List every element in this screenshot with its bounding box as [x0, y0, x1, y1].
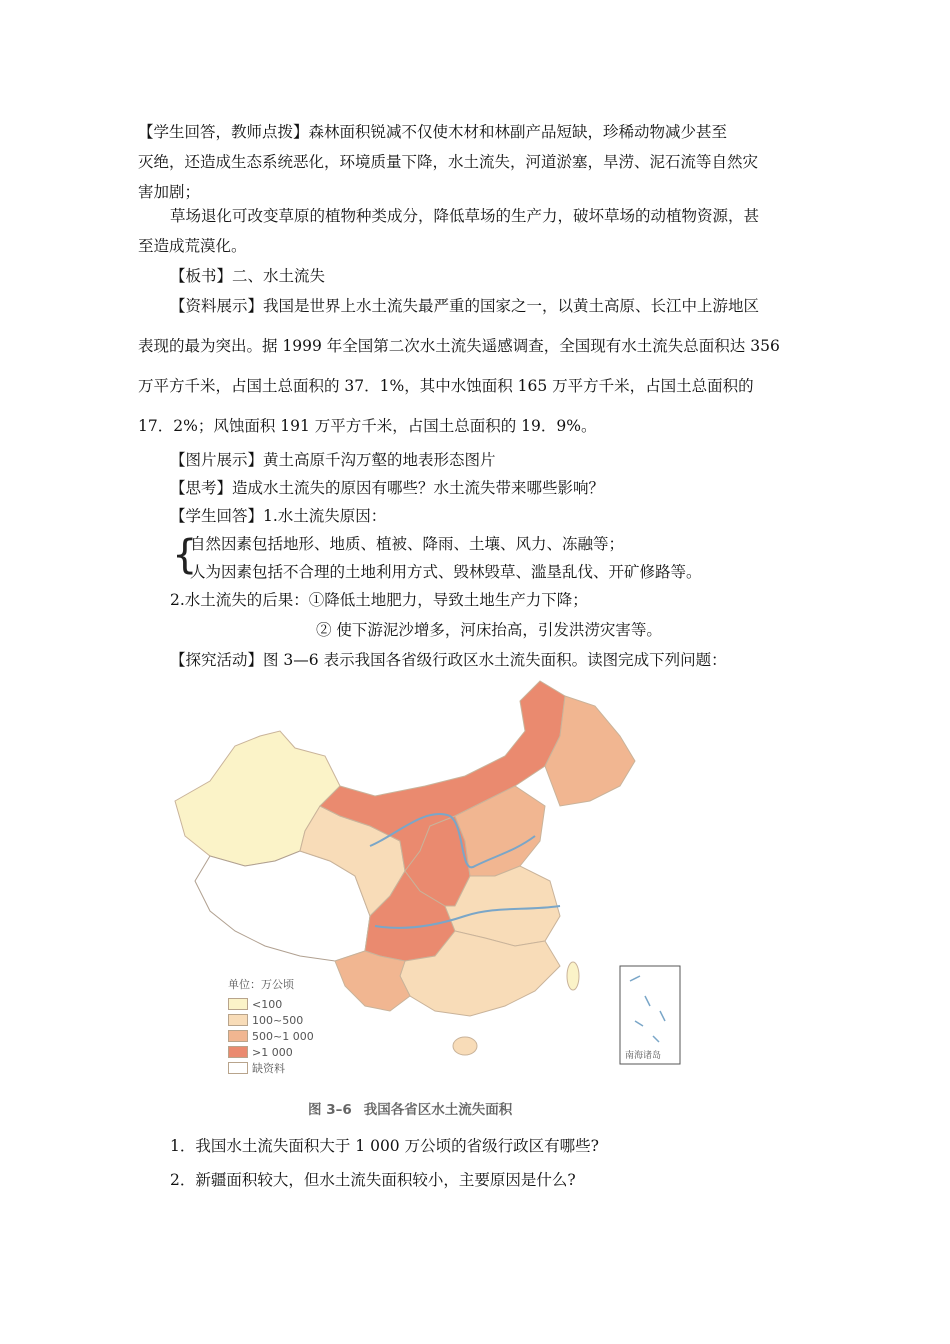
- curly-brace: {: [172, 532, 198, 578]
- para-2-line-1: 草场退化可改变草原的植物种类成分，降低草场的生产力，破坏草场的动植物资源，甚: [170, 207, 760, 225]
- legend-swatch: [228, 1046, 248, 1058]
- para-1-line-3: 害加剧；: [138, 183, 201, 201]
- question-1: 1．我国水土流失面积大于 1 000 万公顷的省级行政区有哪些?: [170, 1137, 599, 1155]
- natural-factors: 自然因素包括地形、地质、植被、降雨、土壤、风力、冻融等；: [190, 535, 625, 553]
- activity-intro: 【探究活动】图 3—6 表示我国各省级行政区水土流失面积。读图完成下列问题：: [170, 651, 727, 669]
- material-line-3: 万平方千米，占国土总面积的 37．1%，其中水蚀面积 165 万平方千米，占国土总面积的: [138, 377, 754, 395]
- legend-swatch: [228, 1030, 248, 1042]
- figure-caption: [308, 1098, 524, 1118]
- legend-row: [228, 996, 314, 1012]
- legend-swatch: [228, 998, 248, 1010]
- material-line-4: 17．2%；风蚀面积 191 万平方千米，占国土总面积的 19．9%。: [138, 417, 597, 435]
- legend-label: 500~1 000: [252, 1029, 314, 1043]
- legend-title: 单位：万公顷: [228, 978, 294, 991]
- legend-swatch: [228, 1062, 248, 1074]
- legend-row: [228, 1012, 314, 1028]
- caption-number: 图 3–6: [308, 1102, 352, 1118]
- material-line-2: 表现的最为突出。据 1999 年全国第二次水土流失遥感调查，全国现有水土流失总面积达 356: [138, 337, 780, 355]
- human-factors: 人为因素包括不合理的土地利用方式、毁林毁草、滥垦乱伐、开矿修路等。: [190, 563, 702, 581]
- material-line-1: 【资料展示】我国是世界上水土流失最严重的国家之一，以黄土高原、长江中上游地区: [170, 297, 760, 315]
- legend-row: [228, 1028, 314, 1044]
- consequence-1: 2.水土流失的后果：①降低土地肥力，导致土地生产力下降；: [170, 591, 588, 609]
- student-answer: 【学生回答】1.水土流失原因：: [170, 507, 387, 525]
- legend-swatch: [228, 1014, 248, 1026]
- legend-label: <100: [252, 997, 283, 1011]
- para-2-line-2: 至造成荒漠化。: [138, 237, 247, 255]
- map-legend: [228, 976, 314, 1076]
- inset-label: 南海诸岛: [625, 1051, 662, 1061]
- consequence-2: ② 使下游泥沙增多，河床抬高，引发洪涝灾害等。: [316, 621, 662, 639]
- legend-label: >1 000: [252, 1045, 293, 1059]
- board-heading: 【板书】二、水土流失: [170, 267, 326, 285]
- legend-label: 100~500: [252, 1013, 304, 1027]
- question-2: 2．新疆面积较大，但水土流失面积较小，主要原因是什么?: [170, 1171, 576, 1189]
- think-question: 【思考】造成水土流失的原因有哪些？水土流失带来哪些影响？: [170, 479, 605, 497]
- para-1-line-1: 【学生回答，教师点拨】森林面积锐减不仅使木材和林副产品短缺，珍稀动物减少甚至: [138, 123, 728, 141]
- legend-row: [228, 1044, 314, 1060]
- picture-show: 【图片展示】黄土高原千沟万壑的地表形态图片: [170, 451, 496, 469]
- caption-title: 我国各省区水土流失面积: [363, 1102, 513, 1118]
- legend-label: 缺资料: [252, 1062, 285, 1075]
- legend-row: [228, 1060, 314, 1076]
- para-1-line-2: 灭绝，还造成生态系统恶化，环境质量下降，水土流失，河道淤塞，旱涝、泥石流等自然灾: [138, 153, 759, 171]
